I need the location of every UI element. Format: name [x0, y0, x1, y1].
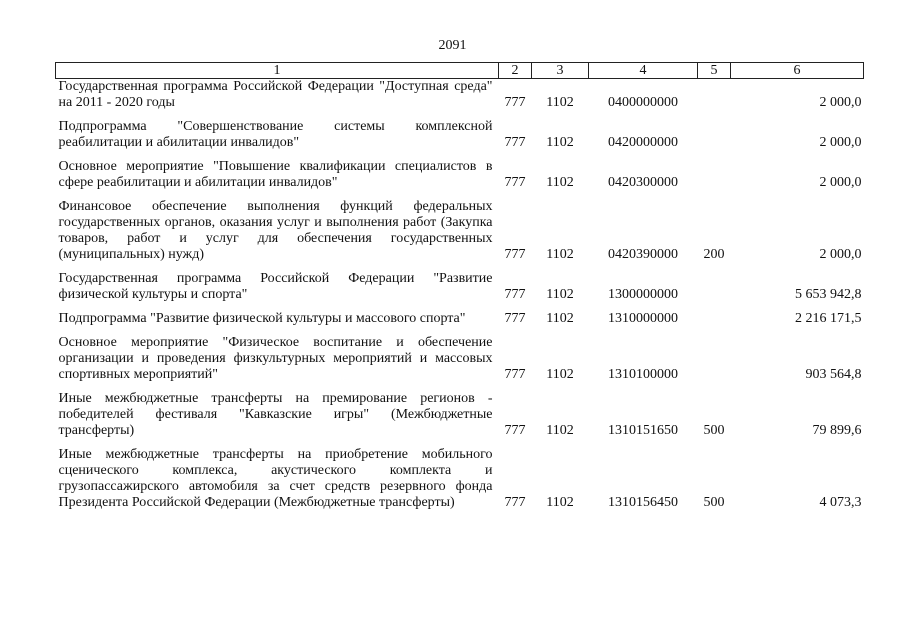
row-amount: 5 653 942,8: [795, 287, 862, 302]
row-amount: 903 564,8: [805, 367, 862, 382]
row-ministry-code: 777: [504, 423, 526, 438]
row-ministry-code: 777: [504, 95, 526, 110]
row-section-code: 1102: [546, 95, 574, 110]
table-row: [56, 119, 864, 159]
row-target-code: 1310156450: [608, 495, 678, 510]
row-expense-type: [698, 335, 731, 391]
row-ministry-code: 777: [504, 367, 526, 382]
header-col-3: 3: [532, 63, 589, 79]
row-amount: 2 216 171,5: [795, 311, 862, 326]
row-ministry-code: 777: [504, 175, 526, 190]
header-col-6: 6: [731, 63, 864, 79]
table-row: [56, 271, 864, 311]
row-target-code: 0420000000: [608, 135, 678, 150]
row-description: Иные межбюджетные трансферты на приобретение мобильного сценического комплекса, акустического комплекта и грузопассажирского автомобиля за счет средств резервного фонда Президента Российской Федерации (Межбюджетные трансферты): [58, 447, 493, 510]
row-description: Подпрограмма "Совершенствование системы комплексной реабилитации и абилитации инвалидов": [58, 119, 493, 150]
row-expense-type: [698, 159, 731, 199]
row-section-code: 1102: [546, 423, 574, 438]
row-amount: 2 000,0: [819, 175, 862, 190]
row-target-code: 0420300000: [608, 175, 678, 190]
table-row: [56, 335, 864, 391]
table-row: [56, 447, 864, 519]
row-amount: 2 000,0: [819, 247, 862, 262]
row-expense-type: 200: [703, 247, 725, 262]
row-expense-type: 500: [703, 423, 725, 438]
table-row: [56, 391, 864, 447]
row-expense-type: [698, 271, 731, 311]
row-target-code: 1310100000: [608, 367, 678, 382]
header-col-2: 2: [499, 63, 532, 79]
page-number: 2091: [438, 38, 467, 53]
table-row: [56, 199, 864, 271]
row-target-code: 0420390000: [608, 247, 678, 262]
table-header: [56, 63, 864, 79]
row-amount: 79 899,6: [812, 423, 862, 438]
table-row: [56, 159, 864, 199]
row-ministry-code: 777: [504, 287, 526, 302]
row-expense-type: 500: [703, 495, 725, 510]
row-amount: 4 073,3: [819, 495, 862, 510]
header-row: [56, 63, 864, 79]
row-section-code: 1102: [546, 311, 574, 326]
row-description: Государственная программа Российской Федерации "Развитие физической культуры и спорта": [58, 271, 493, 302]
row-description: Финансовое обеспечение выполнения функций федеральных государственных органов, оказания услуг и выполнения работ (Закупка товаров, работ и услуг для обеспечения государственных (муниципальных) нужд): [58, 199, 493, 262]
row-section-code: 1102: [546, 135, 574, 150]
row-expense-type: [698, 311, 731, 335]
row-description: Основное мероприятие "Повышение квалификации специалистов в сфере реабилитации и абилитации инвалидов": [58, 159, 493, 190]
row-section-code: 1102: [546, 247, 574, 262]
row-target-code: 1310000000: [608, 311, 678, 326]
row-target-code: 1300000000: [608, 287, 678, 302]
row-section-code: 1102: [546, 175, 574, 190]
row-amount: 2 000,0: [819, 135, 862, 150]
row-ministry-code: 777: [504, 247, 526, 262]
row-amount: 2 000,0: [819, 95, 862, 110]
row-ministry-code: 777: [504, 311, 526, 326]
row-section-code: 1102: [546, 495, 574, 510]
row-description: Иные межбюджетные трансферты на премирование регионов - победителей фестиваля "Кавказские игры" (Межбюджетные трансферты): [58, 391, 493, 438]
table-row: [56, 311, 864, 335]
row-target-code: 1310151650: [608, 423, 678, 438]
header-col-5: 5: [698, 63, 731, 79]
budget-table: [55, 62, 864, 519]
header-col-1: 1: [56, 63, 499, 79]
row-description: Основное мероприятие "Физическое воспитание и обеспечение организации и проведения физкультурных мероприятий и массовых спортивных мероприятий": [58, 335, 493, 382]
table-row: [56, 79, 864, 120]
row-section-code: 1102: [546, 367, 574, 382]
row-ministry-code: 777: [504, 495, 526, 510]
header-col-4: 4: [589, 63, 698, 79]
row-expense-type: [698, 79, 731, 120]
row-expense-type: [698, 119, 731, 159]
table-body: [56, 79, 864, 520]
row-description: Государственная программа Российской Федерации "Доступная среда" на 2011 - 2020 годы: [58, 79, 493, 110]
row-description: Подпрограмма "Развитие физической культуры и массового спорта": [58, 311, 466, 326]
row-ministry-code: 777: [504, 135, 526, 150]
row-target-code: 0400000000: [608, 95, 678, 110]
row-section-code: 1102: [546, 287, 574, 302]
